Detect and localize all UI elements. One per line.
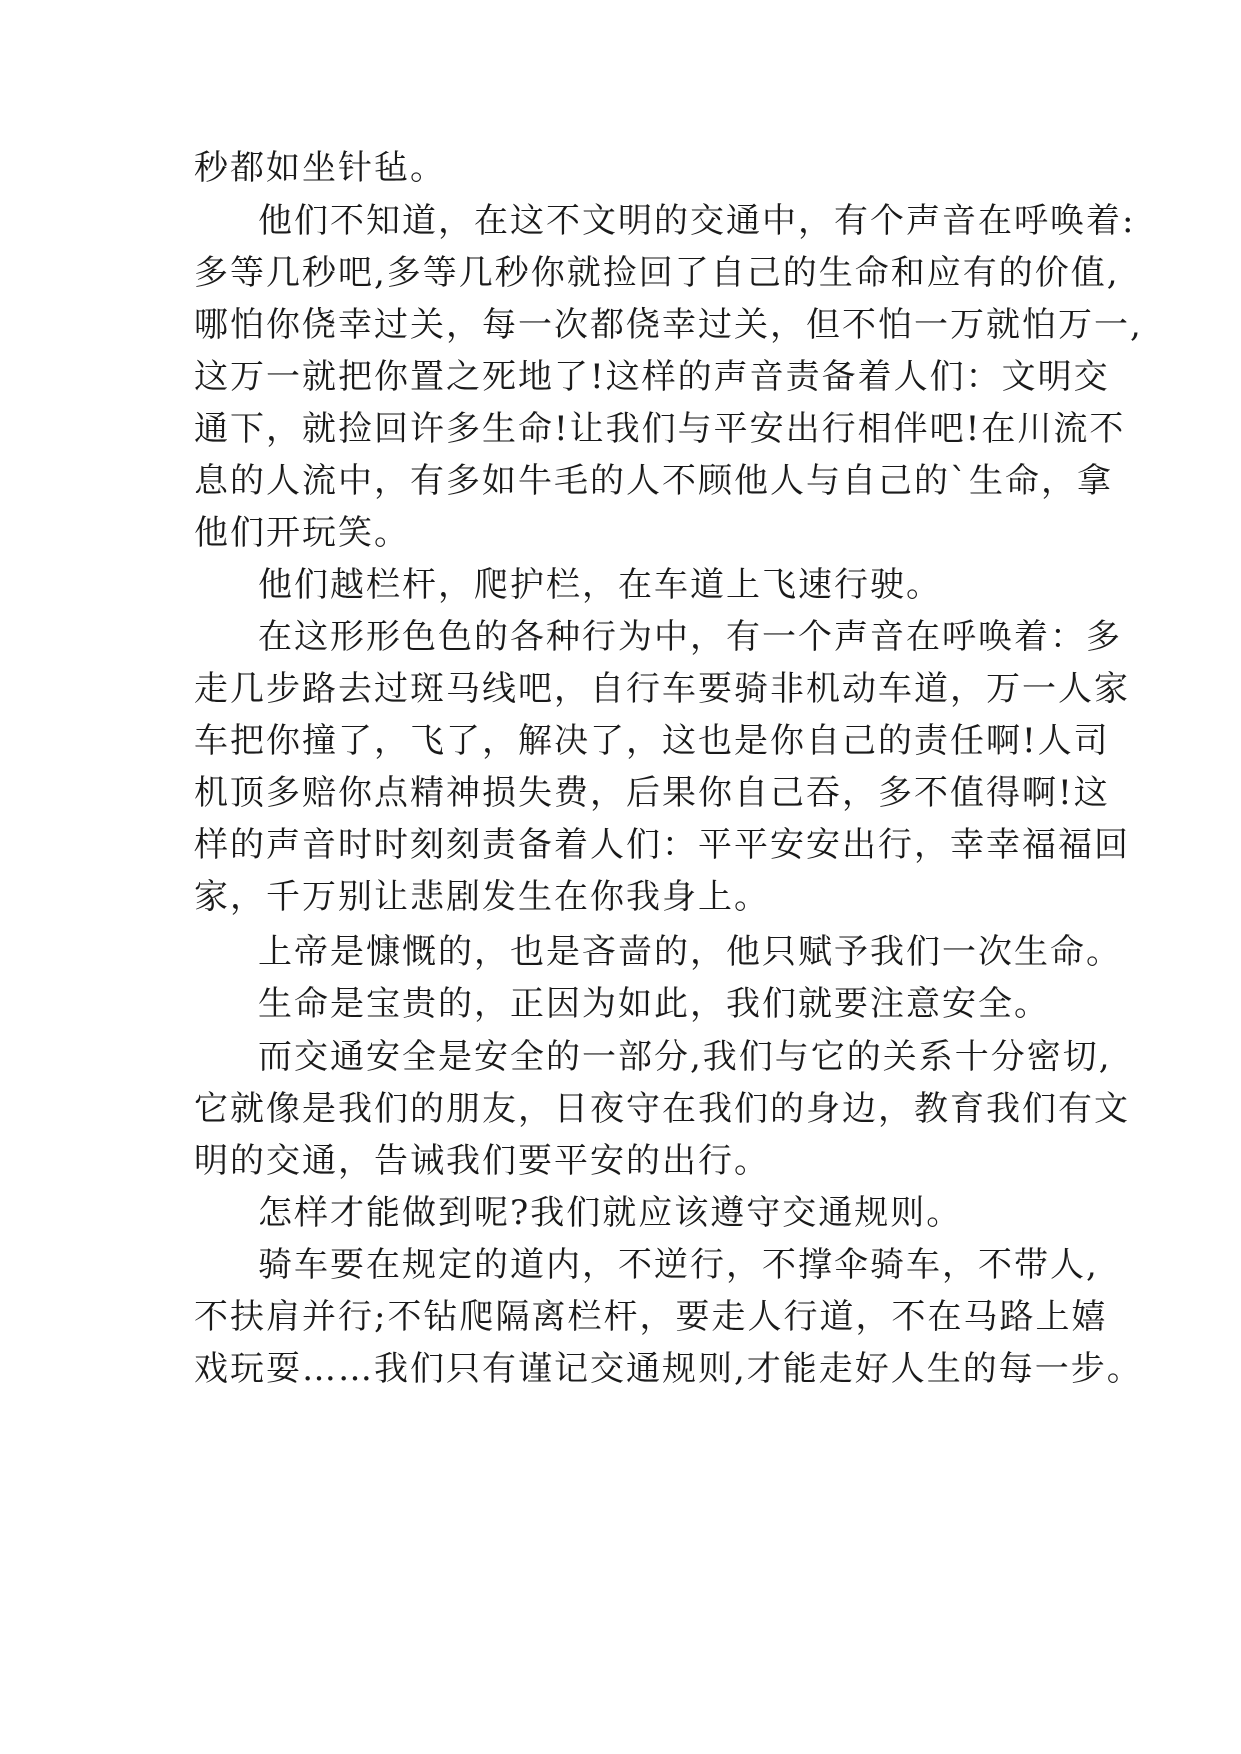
paragraph-start-line: 而交通安全是安全的一部分,我们与它的关系十分密切, — [258, 1037, 1112, 1077]
text-line: 他们开玩笑。 — [194, 513, 410, 553]
paragraph-start-line: 他们越栏杆，爬护栏，在车道上飞速行驶。 — [258, 565, 942, 605]
text-line: 通下，就捡回许多生命!让我们与平安出行相伴吧!在川流不 — [194, 409, 1126, 449]
text-line: 不扶肩并行;不钻爬隔离栏杆，要走人行道，不在马路上嬉 — [194, 1297, 1108, 1337]
paragraph-start-line: 在这形形色色的各种行为中，有一个声音在呼唤着：多 — [258, 617, 1122, 657]
paragraph-start-line: 上帝是慷慨的，也是吝啬的，他只赋予我们一次生命。 — [258, 932, 1122, 972]
text-line: 息的人流中，有多如牛毛的人不顾他人与自己的`生命，拿 — [194, 461, 1113, 501]
text-line: 哪怕你侥幸过关，每一次都侥幸过关，但不怕一万就怕万一, — [194, 305, 1143, 345]
text-line: 多等几秒吧,多等几秒你就捡回了自己的生命和应有的价值, — [194, 253, 1120, 293]
paragraph-start-line: 生命是宝贵的，正因为如此，我们就要注意安全。 — [258, 984, 1050, 1024]
text-line: 机顶多赔你点精神损失费，后果你自己吞，多不值得啊!这 — [194, 773, 1110, 813]
text-line: 它就像是我们的朋友，日夜守在我们的身边，教育我们有文 — [194, 1089, 1130, 1129]
text-line: 戏玩耍……我们只有谨记交通规则,才能走好人生的每一步。 — [194, 1349, 1143, 1389]
text-line: 样的声音时时刻刻责备着人们：平平安安出行，幸幸福福回 — [194, 825, 1130, 865]
text-line: 家，千万别让悲剧发生在你我身上。 — [194, 877, 770, 917]
text-line: 秒都如坐针毡。 — [194, 148, 446, 188]
paragraph-start-line: 怎样才能做到呢?我们就应该遵守交通规则。 — [258, 1193, 963, 1233]
paragraph-start-line: 他们不知道，在这不文明的交通中，有个声音在呼唤着: — [258, 201, 1136, 241]
text-line: 车把你撞了，飞了，解决了，这也是你自己的责任啊!人司 — [194, 721, 1110, 761]
paragraph-start-line: 骑车要在规定的道内，不逆行，不撑伞骑车，不带人, — [258, 1245, 1099, 1285]
text-line: 这万一就把你置之死地了!这样的声音责备着人们：文明交 — [194, 357, 1110, 397]
text-line: 走几步路去过斑马线吧，自行车要骑非机动车道，万一人家 — [194, 669, 1130, 709]
text-line: 明的交通，告诫我们要平安的出行。 — [194, 1141, 770, 1181]
